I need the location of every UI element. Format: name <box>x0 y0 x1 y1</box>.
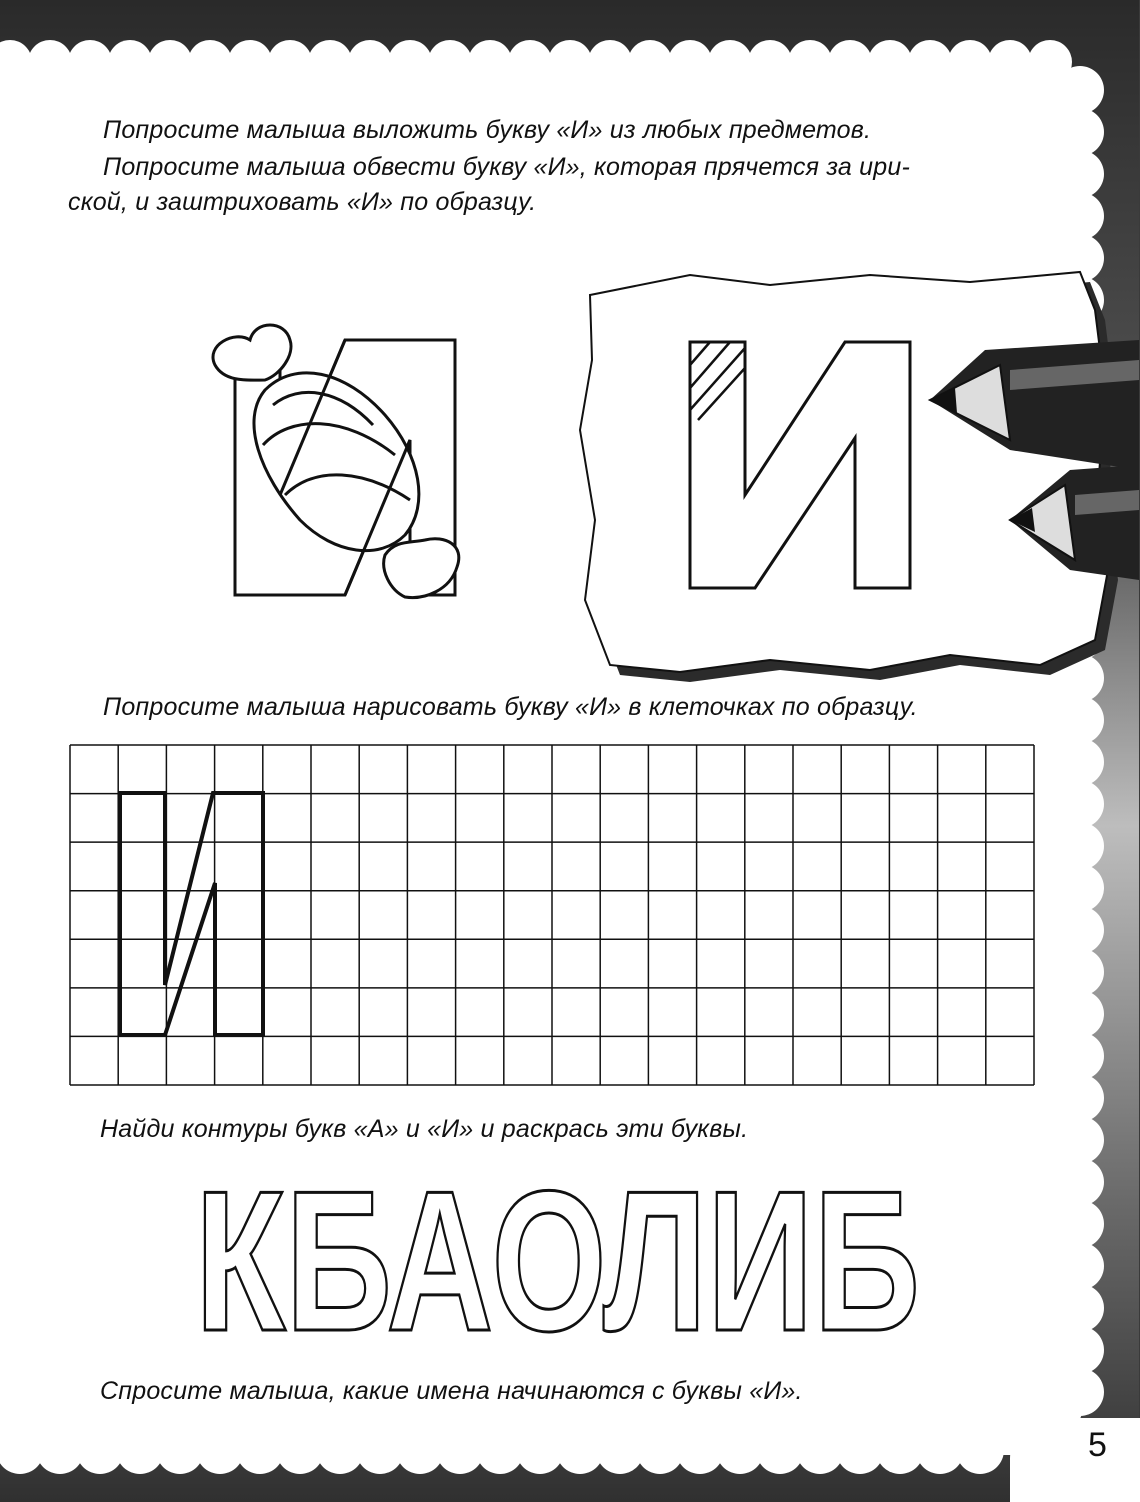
scallop-bump <box>1056 1200 1104 1248</box>
scallop-bump <box>1056 108 1104 156</box>
sample-letter-card <box>570 270 1139 685</box>
scallop-bump <box>1056 66 1104 114</box>
page-number: 5 <box>1088 1426 1107 1464</box>
scallop-bump <box>188 40 232 84</box>
scallop-bump <box>1056 1242 1104 1290</box>
scallop-bump <box>1056 1368 1104 1416</box>
scallop-bump <box>908 40 952 84</box>
scallop-bump <box>108 40 152 84</box>
scallop-bump <box>1056 1158 1104 1206</box>
scallop-bump <box>948 40 992 84</box>
scallop-bump <box>1056 696 1104 744</box>
scallop-bump <box>1056 1032 1104 1080</box>
scallop-bump <box>28 40 72 84</box>
scallop-bump <box>1056 1116 1104 1164</box>
scallop-bump <box>148 40 192 84</box>
scallop-bump <box>1056 990 1104 1038</box>
scallop-bump <box>748 40 792 84</box>
scallop-bump <box>268 40 312 84</box>
instruction-line-2b: ской, и заштриховать «И» по образцу. <box>68 188 537 216</box>
scallop-bump <box>1056 192 1104 240</box>
scallop-bump <box>428 40 472 84</box>
scallop-bump <box>668 40 712 84</box>
instruction-line-1: Попросите малыша выложить букву «И» из любых предметов. <box>103 116 872 144</box>
scallop-bump <box>1056 906 1104 954</box>
scallop-bump <box>548 40 592 84</box>
scallop-bump <box>1056 948 1104 996</box>
scallop-bump <box>1056 1326 1104 1374</box>
puzzle-word: КБАОЛИБ <box>195 1150 920 1373</box>
find-task-text: Найди контуры букв «А» и «И» и раскрась эти буквы. <box>100 1115 749 1143</box>
scallop-bump <box>628 40 672 84</box>
scallop-bump <box>348 40 392 84</box>
scallop-bump <box>788 40 832 84</box>
scallop-bump <box>708 40 752 84</box>
scallop-bump <box>1056 738 1104 786</box>
instruction-line-2a: Попросите малыша обвести букву «И», которая прячется за ири- <box>103 153 910 181</box>
scallop-bump <box>1056 780 1104 828</box>
letter-i-with-candy-illustration <box>195 305 480 615</box>
scallop-bump <box>1056 822 1104 870</box>
overlapping-letters-puzzle <box>185 1150 935 1373</box>
page-number-box <box>1010 1418 1140 1502</box>
scallop-bump <box>828 40 872 84</box>
scallop-bump <box>956 1426 1004 1474</box>
scallop-bump <box>988 40 1032 84</box>
scallop-bump <box>228 40 272 84</box>
scallop-bump <box>508 40 552 84</box>
drawing-grid <box>70 745 1034 1085</box>
scallop-bump <box>1056 1284 1104 1332</box>
scallop-bump <box>308 40 352 84</box>
scallop-bump <box>1056 1074 1104 1122</box>
grid-task-text: Попросите малыша нарисовать букву «И» в клеточках по образцу. <box>103 693 918 721</box>
scallop-bump <box>588 40 632 84</box>
scallop-bump <box>868 40 912 84</box>
scallop-bump <box>1056 150 1104 198</box>
scallop-bump <box>388 40 432 84</box>
names-task-text: Спросите малыша, какие имена начинаются с буквы «И». <box>100 1377 803 1405</box>
scallop-bump <box>68 40 112 84</box>
scallop-bump <box>1056 864 1104 912</box>
scallop-bump <box>468 40 512 84</box>
candy-icon <box>213 325 459 598</box>
sample-letter-i <box>120 793 263 1035</box>
